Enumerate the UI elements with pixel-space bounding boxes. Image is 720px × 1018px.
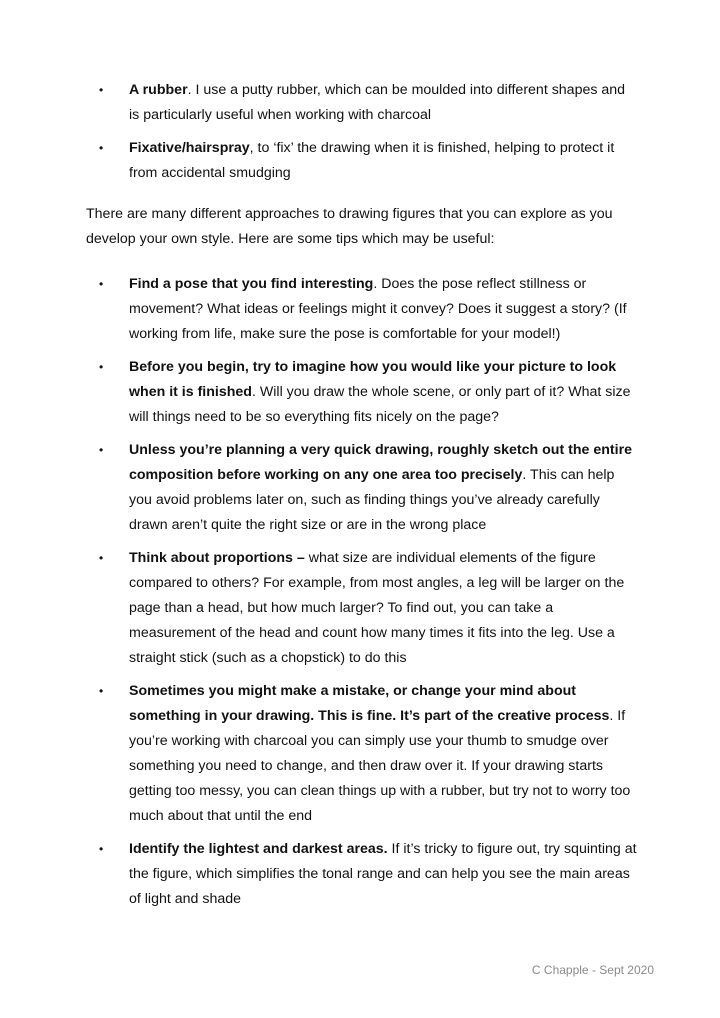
item-heading: Before you begin, try to imagine how you would like your picture to look when it is finished (129, 359, 617, 400)
list-item (0, 438, 720, 538)
item-text: If it’s tricky to figure out, try squinting at the figure, which simplifies the tonal range and can help you see the main areas of light and shade (129, 841, 637, 907)
item-text: , to ‘fix’ the drawing when it is finished, helping to protect it from accidental smudging (129, 140, 615, 181)
footer-credit: C Chapple - Sept 2020 (531, 963, 654, 977)
list-item (0, 355, 720, 430)
item-text: . Does the pose reflect stillness or movement? What ideas or feelings might it convey? Does it suggest a story? (If working from life, make sure the pose is comfortable for your model!) (129, 276, 627, 342)
bullet-icon: • (99, 360, 104, 374)
bullet-icon: • (99, 83, 104, 97)
bullet-icon: • (99, 842, 104, 856)
list-item (0, 136, 720, 186)
item-text: what size are individual elements of the figure compared to others? For example, from most angles, a leg will be larger on the page than a head, but how much larger? To find out, you can take a measurement of the head and count how many times it fits into the leg. Use a straight stick (such as a chopstick) to do this (129, 550, 625, 666)
list-item (0, 272, 720, 347)
item-heading: Think about proportions – (129, 550, 305, 566)
item-heading: Identify the lightest and darkest areas. (129, 841, 388, 857)
bullet-icon: • (99, 277, 104, 291)
item-text: . I use a putty rubber, which can be moulded into different shapes and is particularly useful when working with charcoal (129, 82, 626, 123)
list-item (0, 679, 720, 829)
item-heading: Find a pose that you find interesting (129, 276, 374, 292)
item-heading: Unless you’re planning a very quick drawing, roughly sketch out the entire composition before working on any one area too precisely (129, 442, 632, 483)
materials-list (0, 78, 720, 194)
item-heading: Fixative/hairspray (129, 140, 250, 156)
item-text: . If you’re working with charcoal you can simply use your thumb to smudge over something you need to change, and then draw over it. If your drawing starts getting too messy, you can clean things up with a rubber, but try not to worry too much about that until the end (129, 708, 631, 824)
bullet-icon: • (99, 443, 104, 457)
list-item (0, 78, 720, 128)
item-heading: Sometimes you might make a mistake, or change your mind about something in your drawing. This is fine. It’s part of the creative process (129, 683, 610, 724)
intro-paragraph: There are many different approaches to drawing figures that you can explore as you develop your own style. Here are some tips which may be useful: (86, 206, 613, 247)
list-item (0, 546, 720, 671)
bullet-icon: • (99, 684, 104, 698)
bullet-icon: • (99, 551, 104, 565)
item-text: . Will you draw the whole scene, or only part of it? What size will things need to be so everything fits nicely on the page? (129, 384, 631, 425)
tips-list (0, 272, 720, 920)
list-item (0, 837, 720, 912)
item-heading: A rubber (129, 82, 188, 98)
item-text: . This can help you avoid problems later on, such as finding things you’ve already carefully drawn aren’t quite the right size or are in the wrong place (129, 467, 615, 533)
bullet-icon: • (99, 141, 104, 155)
